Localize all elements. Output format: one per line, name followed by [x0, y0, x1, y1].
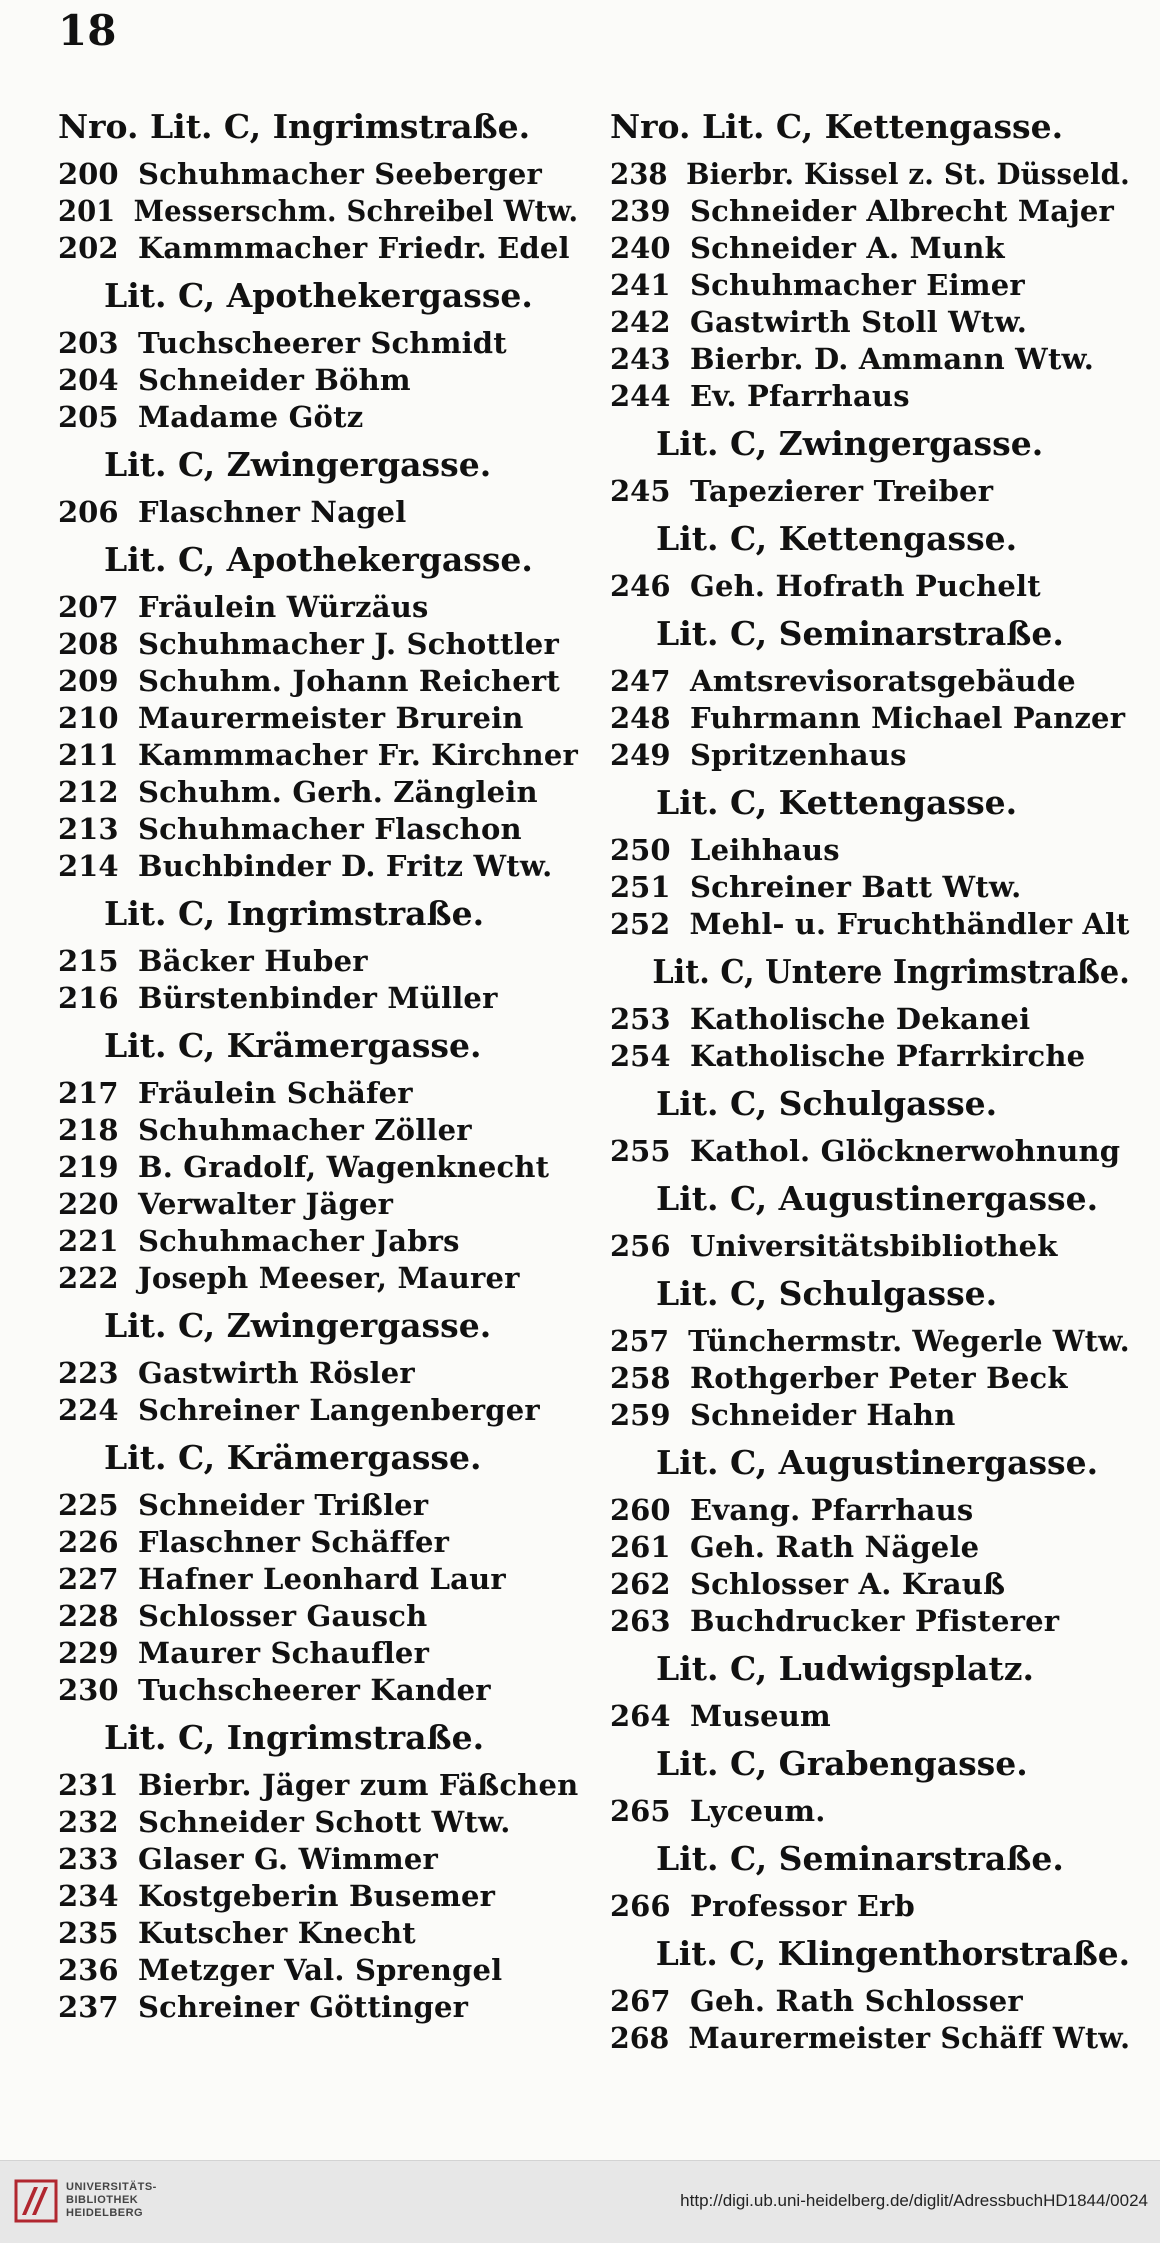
address-entry — [58, 626, 578, 663]
address-entry — [610, 230, 1130, 267]
resident-name: Verwalter Jäger — [138, 1187, 394, 1221]
resident-name: Schneider Hahn — [690, 1398, 956, 1432]
address-entry — [58, 700, 578, 737]
street-heading: Lit. C, Seminarstraße. — [656, 1839, 1064, 1878]
address-entry — [58, 1355, 578, 1392]
house-number: 248 — [610, 701, 671, 735]
street-heading: Lit. C, Grabengasse. — [656, 1744, 1028, 1783]
resident-name: Kathol. Glöcknerwohnung — [690, 1134, 1121, 1168]
address-entry — [58, 1260, 578, 1297]
house-number: 240 — [610, 231, 671, 265]
house-number: 233 — [58, 1842, 119, 1876]
address-entry — [58, 325, 578, 362]
resident-name: Geh. Rath Nägele — [690, 1530, 980, 1564]
house-number: 209 — [58, 664, 119, 698]
house-number: 207 — [58, 590, 119, 624]
house-number: 224 — [58, 1393, 119, 1427]
street-heading: Lit. C, Untere Ingrimstraße. — [652, 952, 1130, 991]
house-number: 265 — [610, 1794, 671, 1828]
house-number: 252 — [610, 907, 671, 941]
resident-name: Amtsrevisoratsgebäude — [690, 664, 1076, 698]
address-entry — [610, 1983, 1130, 2020]
address-entry — [58, 1524, 578, 1561]
resident-name: Leihhaus — [690, 833, 840, 867]
address-entry — [58, 193, 579, 230]
resident-name: Buchbinder D. Fritz Wtw. — [138, 849, 553, 883]
address-entry — [610, 341, 1130, 378]
address-entry — [610, 1133, 1130, 1170]
right-column — [610, 98, 1130, 2057]
house-number: 242 — [610, 305, 671, 339]
house-number: 264 — [610, 1699, 671, 1733]
right-column-header: Nro. Lit. C, Kettengasse. — [610, 107, 1064, 146]
house-number: 234 — [58, 1879, 119, 1913]
resident-name: Schuhmacher Zöller — [138, 1113, 472, 1147]
house-number: 263 — [610, 1604, 671, 1638]
address-entry — [610, 869, 1130, 906]
resident-name: Museum — [690, 1699, 831, 1733]
resident-name: Schuhmacher Seeberger — [138, 157, 542, 191]
resident-name: Schuhmacher Flaschon — [138, 812, 522, 846]
resident-name: Katholische Dekanei — [690, 1002, 1031, 1036]
address-entry — [58, 1841, 578, 1878]
street-heading: Lit. C, Augustinergasse. — [656, 1179, 1099, 1218]
resident-name: Bürstenbinder Müller — [138, 981, 498, 1015]
address-entry — [610, 737, 1130, 774]
resident-name: Ev. Pfarrhaus — [690, 379, 910, 413]
address-entry — [58, 230, 578, 267]
house-number: 210 — [58, 701, 119, 735]
house-number: 219 — [58, 1150, 119, 1184]
address-entry — [58, 943, 578, 980]
house-number: 251 — [610, 870, 671, 904]
resident-name: Tuchscheerer Kander — [138, 1673, 491, 1707]
address-entry — [58, 1392, 578, 1429]
house-number: 237 — [58, 1990, 119, 2024]
house-number: 246 — [610, 569, 671, 603]
resident-name: Buchdrucker Pfisterer — [690, 1604, 1060, 1638]
street-heading: Lit. C, Apothekergasse. — [104, 276, 533, 315]
address-entry — [610, 1038, 1130, 1075]
resident-name: Universitätsbibliothek — [690, 1229, 1058, 1263]
address-entry — [610, 700, 1130, 737]
address-entry — [610, 1397, 1130, 1434]
resident-name: Schneider Albrecht Majer — [690, 194, 1115, 228]
resident-name: Kostgeberin Busemer — [138, 1879, 496, 1913]
house-number: 249 — [610, 738, 671, 772]
street-heading: Lit. C, Zwingergasse. — [104, 1306, 492, 1345]
address-entry — [610, 1228, 1130, 1265]
address-entry — [58, 1672, 578, 1709]
house-number: 257 — [610, 1324, 670, 1358]
house-number: 253 — [610, 1002, 671, 1036]
resident-name: Maurermeister Schäff Wtw. — [688, 2021, 1131, 2055]
address-entry — [610, 1001, 1130, 1038]
library-name-line2: BIBLIOTHEK — [66, 2194, 139, 2206]
house-number: 216 — [58, 981, 119, 1015]
resident-name: Schneider Böhm — [138, 363, 411, 397]
street-heading: Lit. C, Schulgasse. — [656, 1274, 998, 1313]
address-entry — [610, 832, 1130, 869]
address-entry — [58, 811, 578, 848]
house-number: 227 — [58, 1562, 119, 1596]
address-entry — [58, 1223, 578, 1260]
address-entry — [58, 156, 578, 193]
house-number: 268 — [610, 2021, 670, 2055]
page-number: 18 — [58, 6, 117, 55]
street-heading: Lit. C, Krämergasse. — [104, 1438, 482, 1477]
resident-name: Gastwirth Stoll Wtw. — [690, 305, 1028, 339]
resident-name: Schuhm. Johann Reichert — [138, 664, 560, 698]
resident-name: Schuhmacher Eimer — [690, 268, 1025, 302]
resident-name: Bierbr. D. Ammann Wtw. — [690, 342, 1095, 376]
street-heading: Lit. C, Schulgasse. — [656, 1084, 998, 1123]
address-entry — [58, 1915, 578, 1952]
house-number: 255 — [610, 1134, 671, 1168]
street-heading: Lit. C, Ingrimstraße. — [104, 894, 485, 933]
address-entry — [58, 1186, 578, 1223]
address-entry — [610, 663, 1130, 700]
library-name-line1: UNIVERSITÄTS- — [66, 2181, 157, 2193]
address-entry — [58, 589, 578, 626]
address-entry — [610, 1323, 1130, 1360]
house-number: 247 — [610, 664, 671, 698]
address-entry — [610, 1888, 1130, 1925]
house-number: 201 — [58, 194, 116, 228]
street-heading: Lit. C, Apothekergasse. — [104, 540, 533, 579]
house-number: 236 — [58, 1953, 119, 1987]
resident-name: Fräulein Würzäus — [138, 590, 429, 624]
house-number: 220 — [58, 1187, 119, 1221]
house-number: 267 — [610, 1984, 671, 2018]
address-entry — [610, 1793, 1130, 1830]
address-entry — [58, 774, 578, 811]
address-entry — [610, 473, 1130, 510]
address-entry — [58, 494, 578, 531]
address-entry — [58, 1804, 578, 1841]
house-number: 226 — [58, 1525, 119, 1559]
address-entry — [610, 1698, 1130, 1735]
house-number: 211 — [58, 738, 119, 772]
address-entry — [610, 2020, 1131, 2057]
resident-name: Schneider A. Munk — [690, 231, 1005, 265]
house-number: 215 — [58, 944, 119, 978]
address-entry — [58, 848, 578, 885]
library-footer — [0, 2160, 1160, 2243]
house-number: 241 — [610, 268, 671, 302]
resident-name: Bierbr. Jäger zum Fäßchen — [138, 1768, 579, 1802]
house-number: 244 — [610, 379, 671, 413]
address-entry — [610, 1603, 1130, 1640]
resident-name: Maurer Schaufler — [138, 1636, 430, 1670]
street-heading: Lit. C, Augustinergasse. — [656, 1443, 1099, 1482]
street-heading: Lit. C, Krämergasse. — [104, 1026, 482, 1065]
resident-name: Schlosser Gausch — [138, 1599, 428, 1633]
address-entry — [610, 193, 1130, 230]
resident-name: Fräulein Schäfer — [138, 1076, 413, 1110]
address-entry — [58, 362, 578, 399]
house-number: 228 — [58, 1599, 119, 1633]
house-number: 223 — [58, 1356, 119, 1390]
resident-name: Schuhm. Gerh. Zänglein — [138, 775, 538, 809]
house-number: 232 — [58, 1805, 119, 1839]
resident-name: Bierbr. Kissel z. St. Düsseld. — [686, 157, 1130, 191]
house-number: 261 — [610, 1530, 671, 1564]
address-entry — [610, 378, 1130, 415]
resident-name: Mehl- u. Fruchthändler Alt — [689, 907, 1130, 941]
resident-name: Schneider Schott Wtw. — [138, 1805, 511, 1839]
resident-name: Schreiner Göttinger — [138, 1990, 469, 2024]
house-number: 238 — [610, 157, 668, 191]
source-url-link[interactable]: http://digi.ub.uni-heidelberg.de/diglit/AdressbuchHD1844/0024 — [680, 2191, 1148, 2210]
address-entry — [58, 663, 578, 700]
address-entry — [58, 1598, 578, 1635]
resident-name: Katholische Pfarrkirche — [690, 1039, 1086, 1073]
resident-name: Schneider Trißler — [138, 1488, 429, 1522]
street-heading: Lit. C, Zwingergasse. — [656, 424, 1044, 463]
resident-name: Messerschm. Schreibel Wtw. — [133, 194, 579, 228]
resident-name: Gastwirth Rösler — [138, 1356, 415, 1390]
address-entry — [58, 1487, 578, 1524]
address-entry — [610, 1566, 1130, 1603]
house-number: 239 — [610, 194, 671, 228]
address-entry — [58, 1149, 578, 1186]
resident-name: Rothgerber Peter Beck — [690, 1361, 1068, 1395]
resident-name: Geh. Rath Schlosser — [690, 1984, 1023, 2018]
address-entry — [610, 568, 1130, 605]
resident-name: Flaschner Nagel — [138, 495, 407, 529]
address-entry — [58, 1989, 578, 2026]
resident-name: Tapezierer Treiber — [690, 474, 994, 508]
resident-name: Evang. Pfarrhaus — [690, 1493, 974, 1527]
library-name-line3: HEIDELBERG — [66, 2207, 144, 2219]
house-number: 213 — [58, 812, 119, 846]
resident-name: Geh. Hofrath Puchelt — [690, 569, 1041, 603]
house-number: 208 — [58, 627, 119, 661]
house-number: 266 — [610, 1889, 671, 1923]
address-entry — [58, 1635, 578, 1672]
house-number: 203 — [58, 326, 119, 360]
resident-name: Metzger Val. Sprengel — [138, 1953, 503, 1987]
resident-name: Bäcker Huber — [138, 944, 368, 978]
address-entry — [58, 1952, 578, 1989]
house-number: 217 — [58, 1076, 119, 1110]
address-entry — [58, 1878, 578, 1915]
resident-name: Tünchermstr. Wegerle Wtw. — [688, 1324, 1130, 1358]
address-entry — [610, 1529, 1130, 1566]
resident-name: Joseph Meeser, Maurer — [138, 1261, 520, 1295]
house-number: 260 — [610, 1493, 671, 1527]
house-number: 250 — [610, 833, 671, 867]
house-number: 206 — [58, 495, 119, 529]
house-number: 231 — [58, 1768, 119, 1802]
street-heading: Lit. C, Ludwigsplatz. — [656, 1649, 1034, 1688]
resident-name: Schlosser A. Krauß — [690, 1567, 1006, 1601]
house-number: 254 — [610, 1039, 671, 1073]
resident-name: Maurermeister Brurein — [138, 701, 524, 735]
house-number: 243 — [610, 342, 671, 376]
street-heading: Lit. C, Kettengasse. — [656, 783, 1018, 822]
right-entries — [610, 156, 1130, 2057]
house-number: 218 — [58, 1113, 119, 1147]
resident-name: Kutscher Knecht — [138, 1916, 416, 1950]
house-number: 202 — [58, 231, 119, 265]
address-entry — [58, 1075, 578, 1112]
house-number: 258 — [610, 1361, 671, 1395]
address-entry — [610, 156, 1130, 193]
resident-name: B. Gradolf, Wagenknecht — [138, 1150, 550, 1184]
house-number: 259 — [610, 1398, 671, 1432]
resident-name: Glaser G. Wimmer — [138, 1842, 439, 1876]
resident-name: Schuhmacher J. Schottler — [138, 627, 559, 661]
house-number: 256 — [610, 1229, 671, 1263]
house-number: 200 — [58, 157, 119, 191]
resident-name: Kammmacher Fr. Kirchner — [138, 738, 578, 772]
resident-name: Hafner Leonhard Laur — [138, 1562, 506, 1596]
street-heading: Lit. C, Klingenthorstraße. — [655, 1934, 1131, 1973]
resident-name: Fuhrmann Michael Panzer — [690, 701, 1126, 735]
resident-name: Tuchscheerer Schmidt — [138, 326, 507, 360]
left-entries — [58, 156, 578, 2026]
address-entry — [58, 737, 578, 774]
left-column — [58, 98, 578, 2026]
house-number: 235 — [58, 1916, 119, 1950]
address-entry — [610, 304, 1130, 341]
street-heading: Lit. C, Zwingergasse. — [104, 445, 492, 484]
resident-name: Schreiner Langenberger — [138, 1393, 540, 1427]
house-number: 262 — [610, 1567, 671, 1601]
house-number: 230 — [58, 1673, 119, 1707]
resident-name: Madame Götz — [138, 400, 364, 434]
library-name — [66, 2181, 157, 2220]
resident-name: Schuhmacher Jabrs — [138, 1224, 460, 1258]
library-logo-icon — [14, 2179, 58, 2223]
house-number: 229 — [58, 1636, 119, 1670]
street-heading: Lit. C, Kettengasse. — [656, 519, 1018, 558]
address-entry — [58, 980, 578, 1017]
house-number: 212 — [58, 775, 119, 809]
address-entry — [610, 1492, 1130, 1529]
address-entry — [58, 399, 578, 436]
resident-name: Schreiner Batt Wtw. — [690, 870, 1022, 904]
street-heading: Lit. C, Seminarstraße. — [656, 614, 1064, 653]
resident-name: Spritzenhaus — [690, 738, 907, 772]
resident-name: Lyceum. — [690, 1794, 826, 1828]
resident-name: Professor Erb — [690, 1889, 915, 1923]
left-column-header: Nro. Lit. C, Ingrimstraße. — [58, 107, 531, 146]
address-entry — [58, 1767, 578, 1804]
resident-name: Flaschner Schäffer — [138, 1525, 450, 1559]
address-entry — [58, 1112, 578, 1149]
house-number: 214 — [58, 849, 119, 883]
house-number: 245 — [610, 474, 671, 508]
house-number: 221 — [58, 1224, 119, 1258]
resident-name: Kammmacher Friedr. Edel — [138, 231, 570, 265]
address-entry — [58, 1561, 578, 1598]
house-number: 204 — [58, 363, 119, 397]
street-heading: Lit. C, Ingrimstraße. — [104, 1718, 485, 1757]
address-entry — [610, 906, 1130, 943]
address-entry — [610, 267, 1130, 304]
house-number: 222 — [58, 1261, 119, 1295]
house-number: 205 — [58, 400, 119, 434]
house-number: 225 — [58, 1488, 119, 1522]
address-entry — [610, 1360, 1130, 1397]
